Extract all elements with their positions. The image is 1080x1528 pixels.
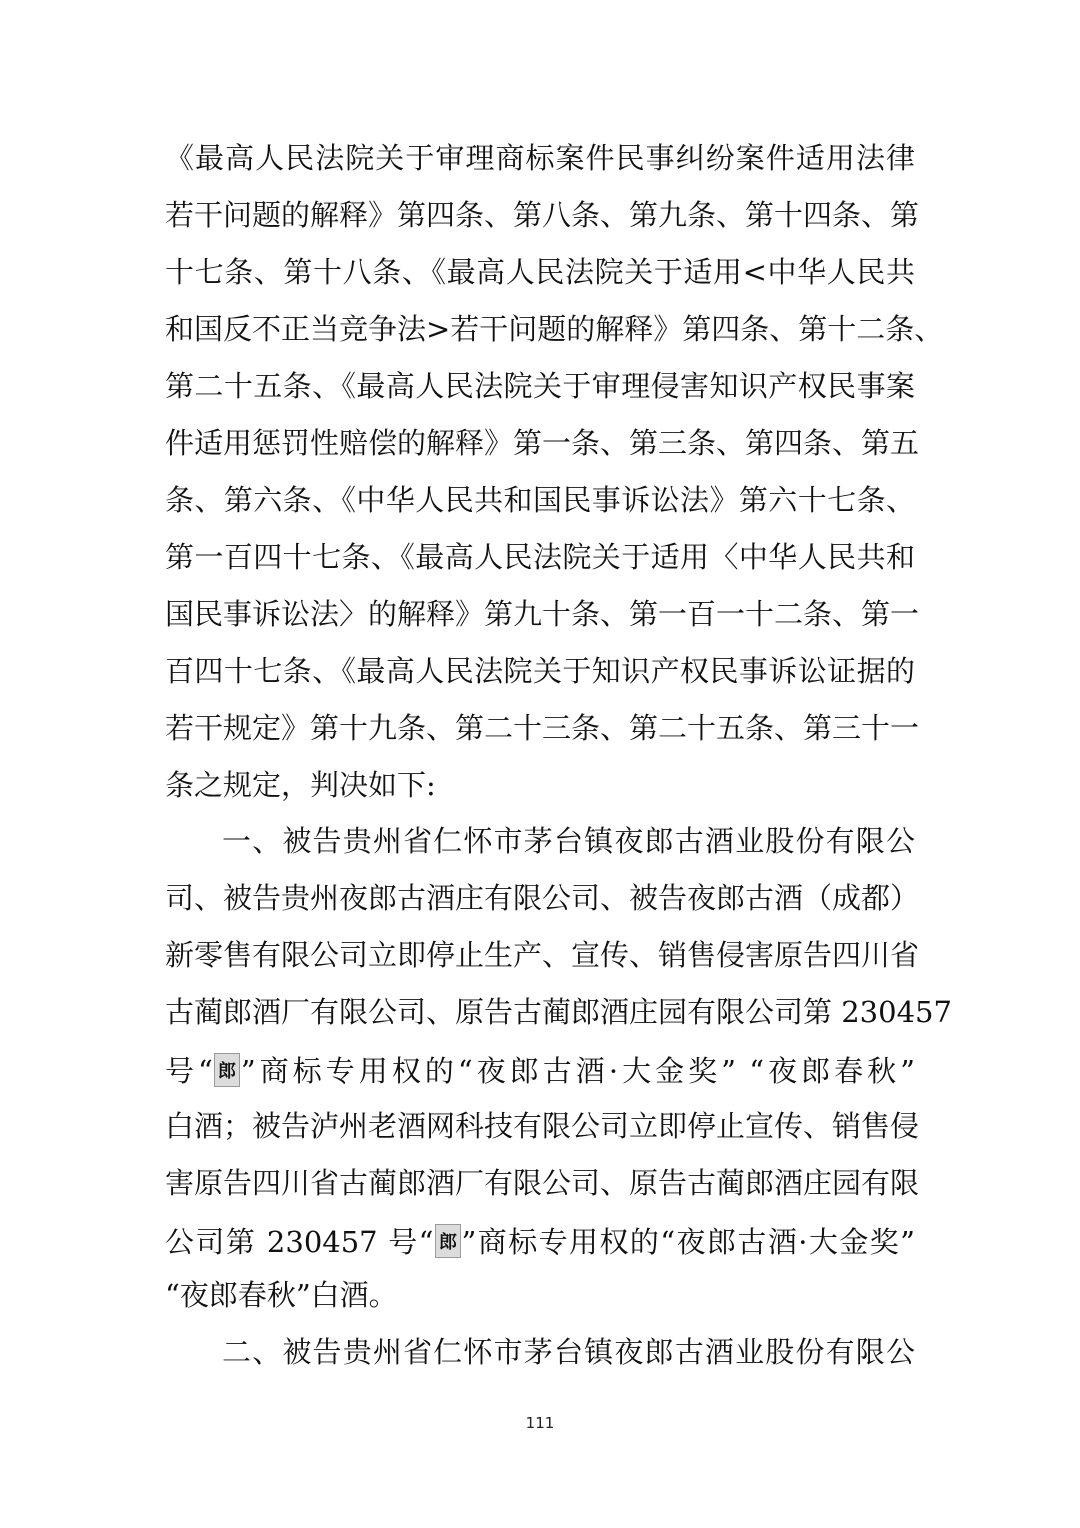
trademark-glyph-icon [438, 1228, 458, 1254]
text-line: 百四十七条、《最高人民法院关于知识产权民事诉讼证据的 [165, 654, 915, 688]
text-line: 古蔺郎酒厂有限公司、原告古蔺郎酒庄园有限公司第 230457 [165, 995, 952, 1029]
text-line: 条之规定，判决如下: [165, 768, 436, 802]
text-fragment: 公司第 230457 号“ [165, 1225, 434, 1259]
text-line: 《最高人民法院关于审理商标案件民事纠纷案件适用法律 [165, 141, 915, 175]
text-line: 新零售有限公司立即停止生产、宣传、销售侵害原告四川省 [165, 938, 920, 972]
text-line: 害原告四川省古蔺郎酒厂有限公司、原告古蔺郎酒庄园有限 [165, 1166, 920, 1200]
text-line-with-trademark [165, 1046, 915, 1096]
trademark-image [435, 1224, 461, 1258]
trademark-glyph: 郎 [217, 1061, 236, 1082]
text-line: 第一百四十七条、《最高人民法院关于适用〈中华人民共和 [165, 540, 915, 574]
paragraph-one-start: 一、被告贵州省仁怀市茅台镇夜郎古酒业股份有限公 [222, 824, 915, 858]
trademark-glyph: 郎 [438, 1232, 457, 1253]
text-line: 第二十五条、《最高人民法院关于审理侵害知识产权民事案 [165, 369, 915, 403]
text-line: 件适用惩罚性赔偿的解释》第一条、第三条、第四条、第五 [165, 426, 920, 460]
text-line: 国民事诉讼法〉的解释》第九十条、第一百一十二条、第一 [165, 597, 920, 631]
trademark-image [214, 1053, 240, 1087]
text-fragment: ”商标专用权的“夜郎古酒·大金奖” [461, 1225, 915, 1259]
text-line: “夜郎春秋”白酒。 [165, 1278, 398, 1312]
trademark-glyph-icon [217, 1057, 237, 1083]
text-fragment: 号“ [165, 1054, 213, 1088]
text-line: 十七条、第十八条、《最高人民法院关于适用<中华人民共 [165, 255, 915, 289]
text-line: 若干问题的解释》第四条、第八条、第九条、第十四条、第 [165, 198, 920, 232]
text-line-with-trademark [165, 1217, 915, 1267]
text-line: 司、被告贵州夜郎古酒庄有限公司、被告夜郎古酒（成都） [165, 881, 920, 915]
text-fragment: ”商标专用权的“夜郎古酒·大金奖” “夜郎春秋” [240, 1054, 915, 1088]
text-line: 白酒；被告泸州老酒网科技有限公司立即停止宣传、销售侵 [165, 1109, 920, 1143]
page-number: 111 [525, 1414, 555, 1432]
text-line: 条、第六条、《中华人民共和国民事诉讼法》第六十七条、 [165, 483, 915, 517]
paragraph-two-start: 二、被告贵州省仁怀市茅台镇夜郎古酒业股份有限公 [222, 1335, 915, 1369]
text-line: 若干规定》第十九条、第二十三条、第二十五条、第三十一 [165, 711, 920, 745]
text-line: 和国反不正当竞争法>若干问题的解释》第四条、第十二条、 [165, 312, 944, 346]
